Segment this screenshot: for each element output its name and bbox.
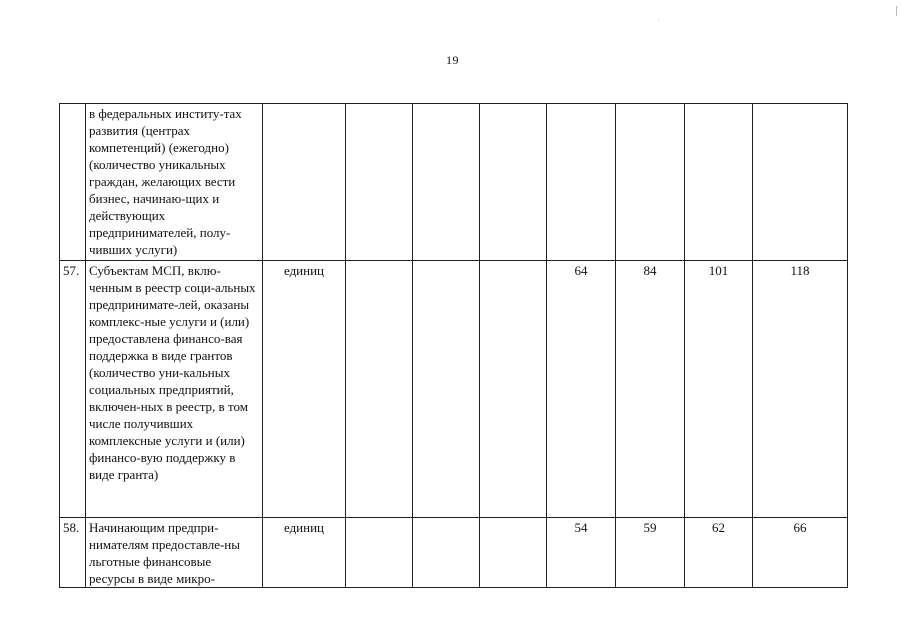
page-number: 19 [446,53,459,67]
indicator-name-cell: в федеральных институ-тах развития (центрах компетенций) (ежегодно) (количество уникальных граждан, желающих вести бизнес, начинаю-щих и действующих предпринимателей, полу-чивших услуги) [86,104,263,261]
value-cell [685,104,753,261]
value-cell [480,261,547,518]
value-cell [616,104,685,261]
value-cell [413,104,480,261]
row-number-cell: 58. [60,518,86,588]
scan-edge-mark [896,6,897,16]
value-cell [346,518,413,588]
unit-cell: единиц [263,518,346,588]
value-cell: 66 [753,518,848,588]
indicator-name-text: Начинающим предпри-нимателям предоставле-ны льготные финансовые ресурсы в виде микро- [89,520,240,586]
unit-cell [263,104,346,261]
value-cell: 59 [616,518,685,588]
table-row-57 [60,261,848,518]
value-cell: 84 [616,261,685,518]
row-number-cell: 57. [60,261,86,518]
value-cell [480,104,547,261]
indicator-name-cell [86,518,263,588]
value-cell: 101 [685,261,753,518]
indicators-table [59,103,848,588]
table-row-58 [60,518,848,588]
value-cell [753,104,848,261]
value-cell: 64 [547,261,616,518]
value-cell [480,518,547,588]
table-row-continuation [60,104,848,261]
value-cell [346,261,413,518]
scan-dust-dot [658,20,659,21]
value-cell: 54 [547,518,616,588]
row-number-cell [60,104,86,261]
indicator-name-cell: Субъектам МСП, вклю-ченным в реестр соци-альных предпринимате-лей, оказаны комплекс-ные услуги и (или) предоставлена финансо-вая поддержка в виде грантов (количество уни-кальных социальных предприятий, включен-ных в реестр, в том числе получивших комплексные услуги и (или) финансо-вую поддержку в виде гранта) [86,261,263,518]
unit-cell: единиц [263,261,346,518]
value-cell: 118 [753,261,848,518]
value-cell: 62 [685,518,753,588]
value-cell [413,518,480,588]
value-cell [413,261,480,518]
value-cell [346,104,413,261]
value-cell [547,104,616,261]
